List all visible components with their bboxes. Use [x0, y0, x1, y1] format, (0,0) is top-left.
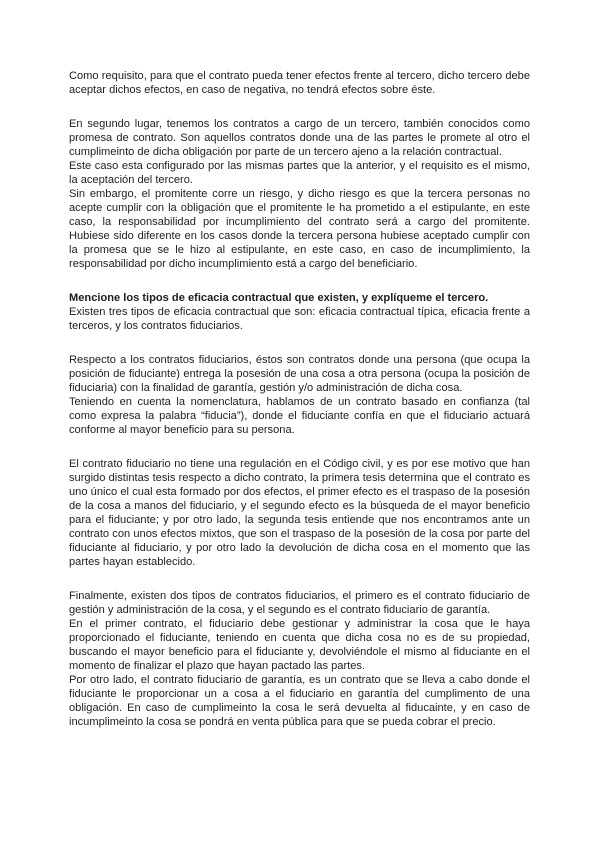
text-block: [69, 117, 530, 271]
paragraph: Respecto a los contratos fiduciarios, éstos son contratos donde una persona (que ocupa la posición de fiduciante) entrega la posesión de una cosa a otra persona (ocupa la posición de fiduciaria) con la finalidad de garantía, gestión y/o administración de dicha cosa.: [69, 354, 530, 394]
paragraph: Este caso esta configurado por las mismas partes que la anterior, y el requisito es el mismo, la aceptación del tercero.: [69, 160, 530, 186]
paragraph: Existen tres tipos de eficacia contractual que son: eficacia contractual típica, eficacia frente a terceros, y los contratos fiduciarios.: [69, 306, 530, 332]
paragraph: Finalmente, existen dos tipos de contratos fiduciarios, el primero es el contrato fiduciario de gestión y administración de la cosa, y el segundo es el contrato fiduciario de garantía.: [69, 590, 530, 616]
paragraph: Teniendo en cuenta la nomenclatura, hablamos de un contrato basado en confianza (tal como expresa la palabra “fiducia”), donde el fiduciante confía en que el fiduciario actuará conforme al mayor beneficio para su persona.: [69, 396, 530, 436]
question-heading: Mencione los tipos de eficacia contractual que existen, y explíqueme el tercero.: [69, 292, 489, 304]
text-block: [69, 69, 530, 97]
text-block: [69, 353, 530, 437]
paragraph: El contrato fiduciario no tiene una regulación en el Código civil, y es por ese motivo que han surgido distintas tesis respecto a dicho contrato, la primera tesis determina que el contrato es uno único el cual esta formado por dos efectos, el primer efecto es el traspaso de la posesión de la cosa a manos del fiduciario, y el segundo efecto es la búsqueda de el mayor beneficio para el fiduciante; y por otro lado, la segunda tesis entiende que nos encontramos ante un contrato con unos efectos mixtos, que son el traspaso de la posesión de la cosa por parte del fiduciante al fiduciario, y por otro lado la devolución de dicha cosa en el momento que las partes hayan establecido.: [69, 458, 530, 568]
paragraph: En segundo lugar, tenemos los contratos a cargo de un tercero, también conocidos como promesa de contrato. Son aquellos contratos donde una de las partes le promete al otro el cumplimeinto de dicha obligación por parte de un tercero ajeno a la relación contractual.: [69, 118, 530, 158]
text-block: [69, 589, 530, 729]
text-block: [69, 291, 530, 333]
paragraph: Sin embargo, el promitente corre un riesgo, y dicho riesgo es que la tercera personas no acepte cumplir con la obligación que el promitente le ha prometido a el estipulante, en este caso, la responsabilidad por incumplimiento del contrato será a cargo del promitente. Hubiese sido diferente en los casos donde la tercera persona hubiese aceptado cumplir con la promesa que se le hizo al estipulante, en este caso, en caso de incumplimiento, la responsabilidad por dicho incumplimiento está a cargo del beneficiario.: [69, 188, 530, 270]
document-body: [69, 69, 530, 729]
text-block: [69, 457, 530, 569]
paragraph: Por otro lado, el contrato fiduciario de garantía, es un contrato que se lleva a cabo donde el fiduciante le proporcionar un a cosa a el fiduciario en garantía del cumplimento de una obligación. En caso de cumplimeinto la cosa le será devuelta al fiducainte, y en caso de incumplimeinto la cosa se pondrá en venta pública para que se pueda cobrar el precio.: [69, 674, 530, 728]
paragraph: Como requisito, para que el contrato pueda tener efectos frente al tercero, dicho tercero debe aceptar dichos efectos, en caso de negativa, no tendrá efectos sobre éste.: [69, 70, 530, 96]
paragraph: En el primer contrato, el fiduciario debe gestionar y administrar la cosa que le haya proporcionado el fiduciante, teniendo en cuenta que dicha cosa no es de su propiedad, buscando el mayor beneficio para el fiduciante y, devolviéndole el mismo al fiduciante en el momento de finalizar el plazo que hayan pactado las partes.: [69, 618, 530, 672]
